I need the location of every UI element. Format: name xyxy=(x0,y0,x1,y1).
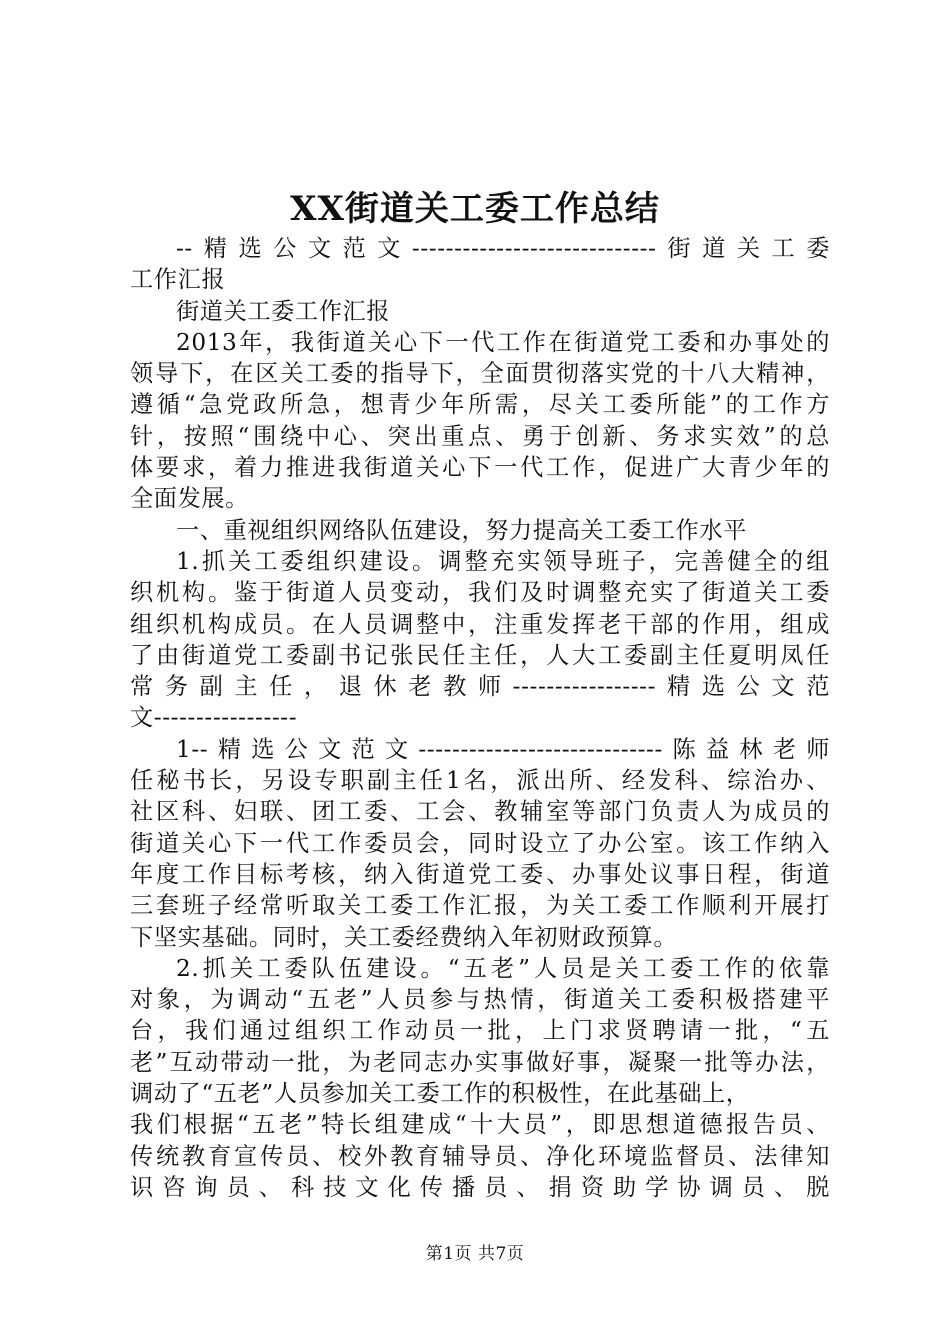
text-line: 织机构。鉴于街道人员变动，我们及时调整充实了街道关工委 xyxy=(130,579,830,607)
text-line: 识咨询员、科技文化传播员、捐资助学协调员、脱 xyxy=(130,1173,830,1201)
document-title: XX街道关工委工作总结 xyxy=(290,189,660,229)
text-line: 领导下，在区关工委的指导下，全面贯彻落实党的十八大精神， xyxy=(130,360,830,388)
text-line: 2.抓关工委队伍建设。“五老”人员是关工委工作的依靠 xyxy=(176,954,830,982)
text-line: 1.抓关工委组织建设。调整充实领导班子，完善健全的组 xyxy=(176,547,830,575)
text-line: 工作汇报 xyxy=(130,266,226,294)
page-number-footer: 第1页 共7页 xyxy=(425,1244,525,1264)
text-line: --精选公文范文-----------------------------街道关工委 xyxy=(176,235,830,262)
document-body xyxy=(130,233,830,1203)
text-line: 我们根据“五老”特长组建成“十大员”，即思想道德报告员、 xyxy=(130,1111,830,1139)
text-line: 街道关工委工作汇报 xyxy=(176,297,391,325)
text-line: 调动了“五老”人员参加关工委工作的积极性，在此基础上， xyxy=(130,1080,750,1108)
text-line: 针，按照“围绕中心、突出重点、勇于创新、务求实效”的总 xyxy=(130,422,830,450)
text-line: 常务副主任，退休老教师-----------------精选公文范 xyxy=(130,673,830,701)
text-line: 文----------------- xyxy=(130,704,298,732)
text-line: 组织机构成员。在人员调整中，注重发挥老干部的作用，组成 xyxy=(130,610,830,638)
text-line: 三套班子经常听取关工委工作汇报，为关工委工作顺利开展打 xyxy=(130,892,830,920)
text-line: 2013年，我街道关心下一代工作在街道党工委和办事处的 xyxy=(176,328,830,356)
text-line: 台，我们通过组织工作动员一批，上门求贤聘请一批，“五 xyxy=(130,1017,830,1045)
text-line: 传统教育宣传员、校外教育辅导员、净化环境监督员、法律知 xyxy=(130,1142,830,1170)
text-line: 对象，为调动“五老”人员参与热情，街道关工委积极搭建平 xyxy=(130,986,830,1014)
text-line: 1--精选公文范文-----------------------------陈益林老师 xyxy=(176,735,830,763)
section-heading: 一、重视组织网络队伍建设，努力提高关工委工作水平 xyxy=(176,516,747,544)
text-line: 年度工作目标考核，纳入街道党工委、办事处议事日程，街道 xyxy=(130,860,830,888)
text-line: 社区科、妇联、团工委、工会、教辅室等部门负责人为成员的 xyxy=(130,798,830,826)
text-line: 体要求，着力推进我街道关心下一代工作，促进广大青少年的 xyxy=(130,454,830,482)
text-line: 任秘书长，另设专职副主任1名，派出所、经发科、综治办、 xyxy=(130,767,830,795)
text-line: 街道关心下一代工作委员会，同时设立了办公室。该工作纳入 xyxy=(130,829,830,857)
text-line: 下坚实基础。同时，关工委经费纳入年初财政预算。 xyxy=(130,923,678,951)
text-line: 全面发展。 xyxy=(130,485,249,513)
text-line: 遵循“急党政所急，想青少年所需，尽关工委所能”的工作方 xyxy=(130,391,830,419)
text-line: 了由街道党工委副书记张民任主任，人大工委副主任夏明凤任 xyxy=(130,641,830,669)
text-line: 老”互动带动一批，为老同志办实事做好事，凝聚一批等办法， xyxy=(130,1048,830,1076)
